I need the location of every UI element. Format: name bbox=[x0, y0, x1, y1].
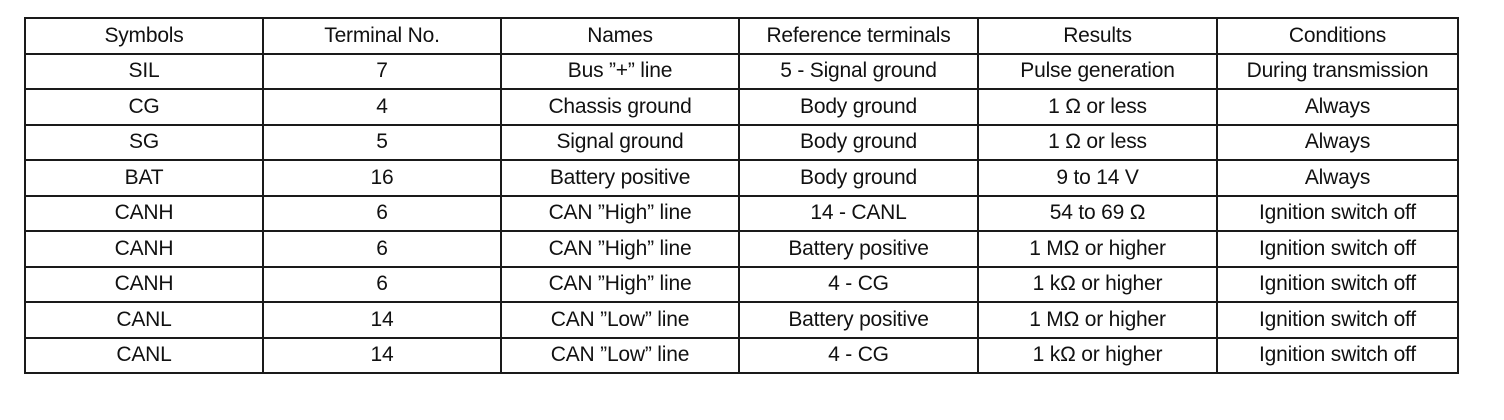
cell-terminal-no: 6 bbox=[263, 267, 501, 303]
cell-condition: During transmission bbox=[1217, 54, 1458, 90]
table-row bbox=[25, 302, 1458, 338]
cell-condition: Ignition switch off bbox=[1217, 338, 1458, 374]
cell-symbol: CANH bbox=[25, 231, 263, 267]
cell-name: CAN ”Low” line bbox=[501, 338, 739, 374]
cell-result: 1 Ω or less bbox=[978, 125, 1217, 161]
cell-result: 54 to 69 Ω bbox=[978, 196, 1217, 232]
cell-reference-terminal: Battery positive bbox=[739, 231, 978, 267]
cell-terminal-no: 7 bbox=[263, 54, 501, 90]
cell-terminal-no: 14 bbox=[263, 338, 501, 374]
cell-condition: Always bbox=[1217, 160, 1458, 196]
cell-terminal-no: 16 bbox=[263, 160, 501, 196]
cell-condition: Ignition switch off bbox=[1217, 267, 1458, 303]
cell-name: CAN ”High” line bbox=[501, 196, 739, 232]
terminal-table bbox=[24, 17, 1459, 374]
cell-name: Battery positive bbox=[501, 160, 739, 196]
cell-condition: Always bbox=[1217, 89, 1458, 125]
header-terminal-no: Terminal No. bbox=[263, 18, 501, 54]
table-header-row bbox=[25, 18, 1458, 54]
cell-reference-terminal: 14 - CANL bbox=[739, 196, 978, 232]
header-symbols: Symbols bbox=[25, 18, 263, 54]
table-body bbox=[25, 54, 1458, 374]
cell-reference-terminal: 4 - CG bbox=[739, 338, 978, 374]
table-row bbox=[25, 160, 1458, 196]
cell-symbol: CANH bbox=[25, 196, 263, 232]
table-row bbox=[25, 89, 1458, 125]
cell-result: 1 MΩ or higher bbox=[978, 302, 1217, 338]
cell-reference-terminal: Body ground bbox=[739, 160, 978, 196]
cell-result: 1 MΩ or higher bbox=[978, 231, 1217, 267]
cell-result: 9 to 14 V bbox=[978, 160, 1217, 196]
cell-condition: Ignition switch off bbox=[1217, 302, 1458, 338]
table-row bbox=[25, 196, 1458, 232]
cell-result: 1 Ω or less bbox=[978, 89, 1217, 125]
cell-result: 1 kΩ or higher bbox=[978, 338, 1217, 374]
header-conditions: Conditions bbox=[1217, 18, 1458, 54]
cell-name: Chassis ground bbox=[501, 89, 739, 125]
table-row bbox=[25, 338, 1458, 374]
cell-symbol: CANH bbox=[25, 267, 263, 303]
cell-name: Signal ground bbox=[501, 125, 739, 161]
cell-result: Pulse generation bbox=[978, 54, 1217, 90]
cell-condition: Ignition switch off bbox=[1217, 231, 1458, 267]
cell-name: Bus ”+” line bbox=[501, 54, 739, 90]
cell-terminal-no: 4 bbox=[263, 89, 501, 125]
cell-condition: Always bbox=[1217, 125, 1458, 161]
cell-reference-terminal: Body ground bbox=[739, 89, 978, 125]
header-reference-terminals: Reference terminals bbox=[739, 18, 978, 54]
cell-name: CAN ”Low” line bbox=[501, 302, 739, 338]
cell-terminal-no: 6 bbox=[263, 231, 501, 267]
cell-terminal-no: 5 bbox=[263, 125, 501, 161]
cell-reference-terminal: 4 - CG bbox=[739, 267, 978, 303]
terminal-table-container bbox=[24, 17, 1457, 374]
cell-symbol: SG bbox=[25, 125, 263, 161]
cell-symbol: CANL bbox=[25, 338, 263, 374]
cell-condition: Ignition switch off bbox=[1217, 196, 1458, 232]
cell-result: 1 kΩ or higher bbox=[978, 267, 1217, 303]
cell-symbol: CANL bbox=[25, 302, 263, 338]
cell-terminal-no: 14 bbox=[263, 302, 501, 338]
cell-name: CAN ”High” line bbox=[501, 231, 739, 267]
cell-symbol: CG bbox=[25, 89, 263, 125]
header-names: Names bbox=[501, 18, 739, 54]
cell-reference-terminal: Battery positive bbox=[739, 302, 978, 338]
header-results: Results bbox=[978, 18, 1217, 54]
cell-reference-terminal: 5 - Signal ground bbox=[739, 54, 978, 90]
cell-symbol: BAT bbox=[25, 160, 263, 196]
table-row bbox=[25, 267, 1458, 303]
cell-reference-terminal: Body ground bbox=[739, 125, 978, 161]
cell-terminal-no: 6 bbox=[263, 196, 501, 232]
table-row bbox=[25, 125, 1458, 161]
table-row bbox=[25, 54, 1458, 90]
cell-name: CAN ”High” line bbox=[501, 267, 739, 303]
cell-symbol: SIL bbox=[25, 54, 263, 90]
table-row bbox=[25, 231, 1458, 267]
